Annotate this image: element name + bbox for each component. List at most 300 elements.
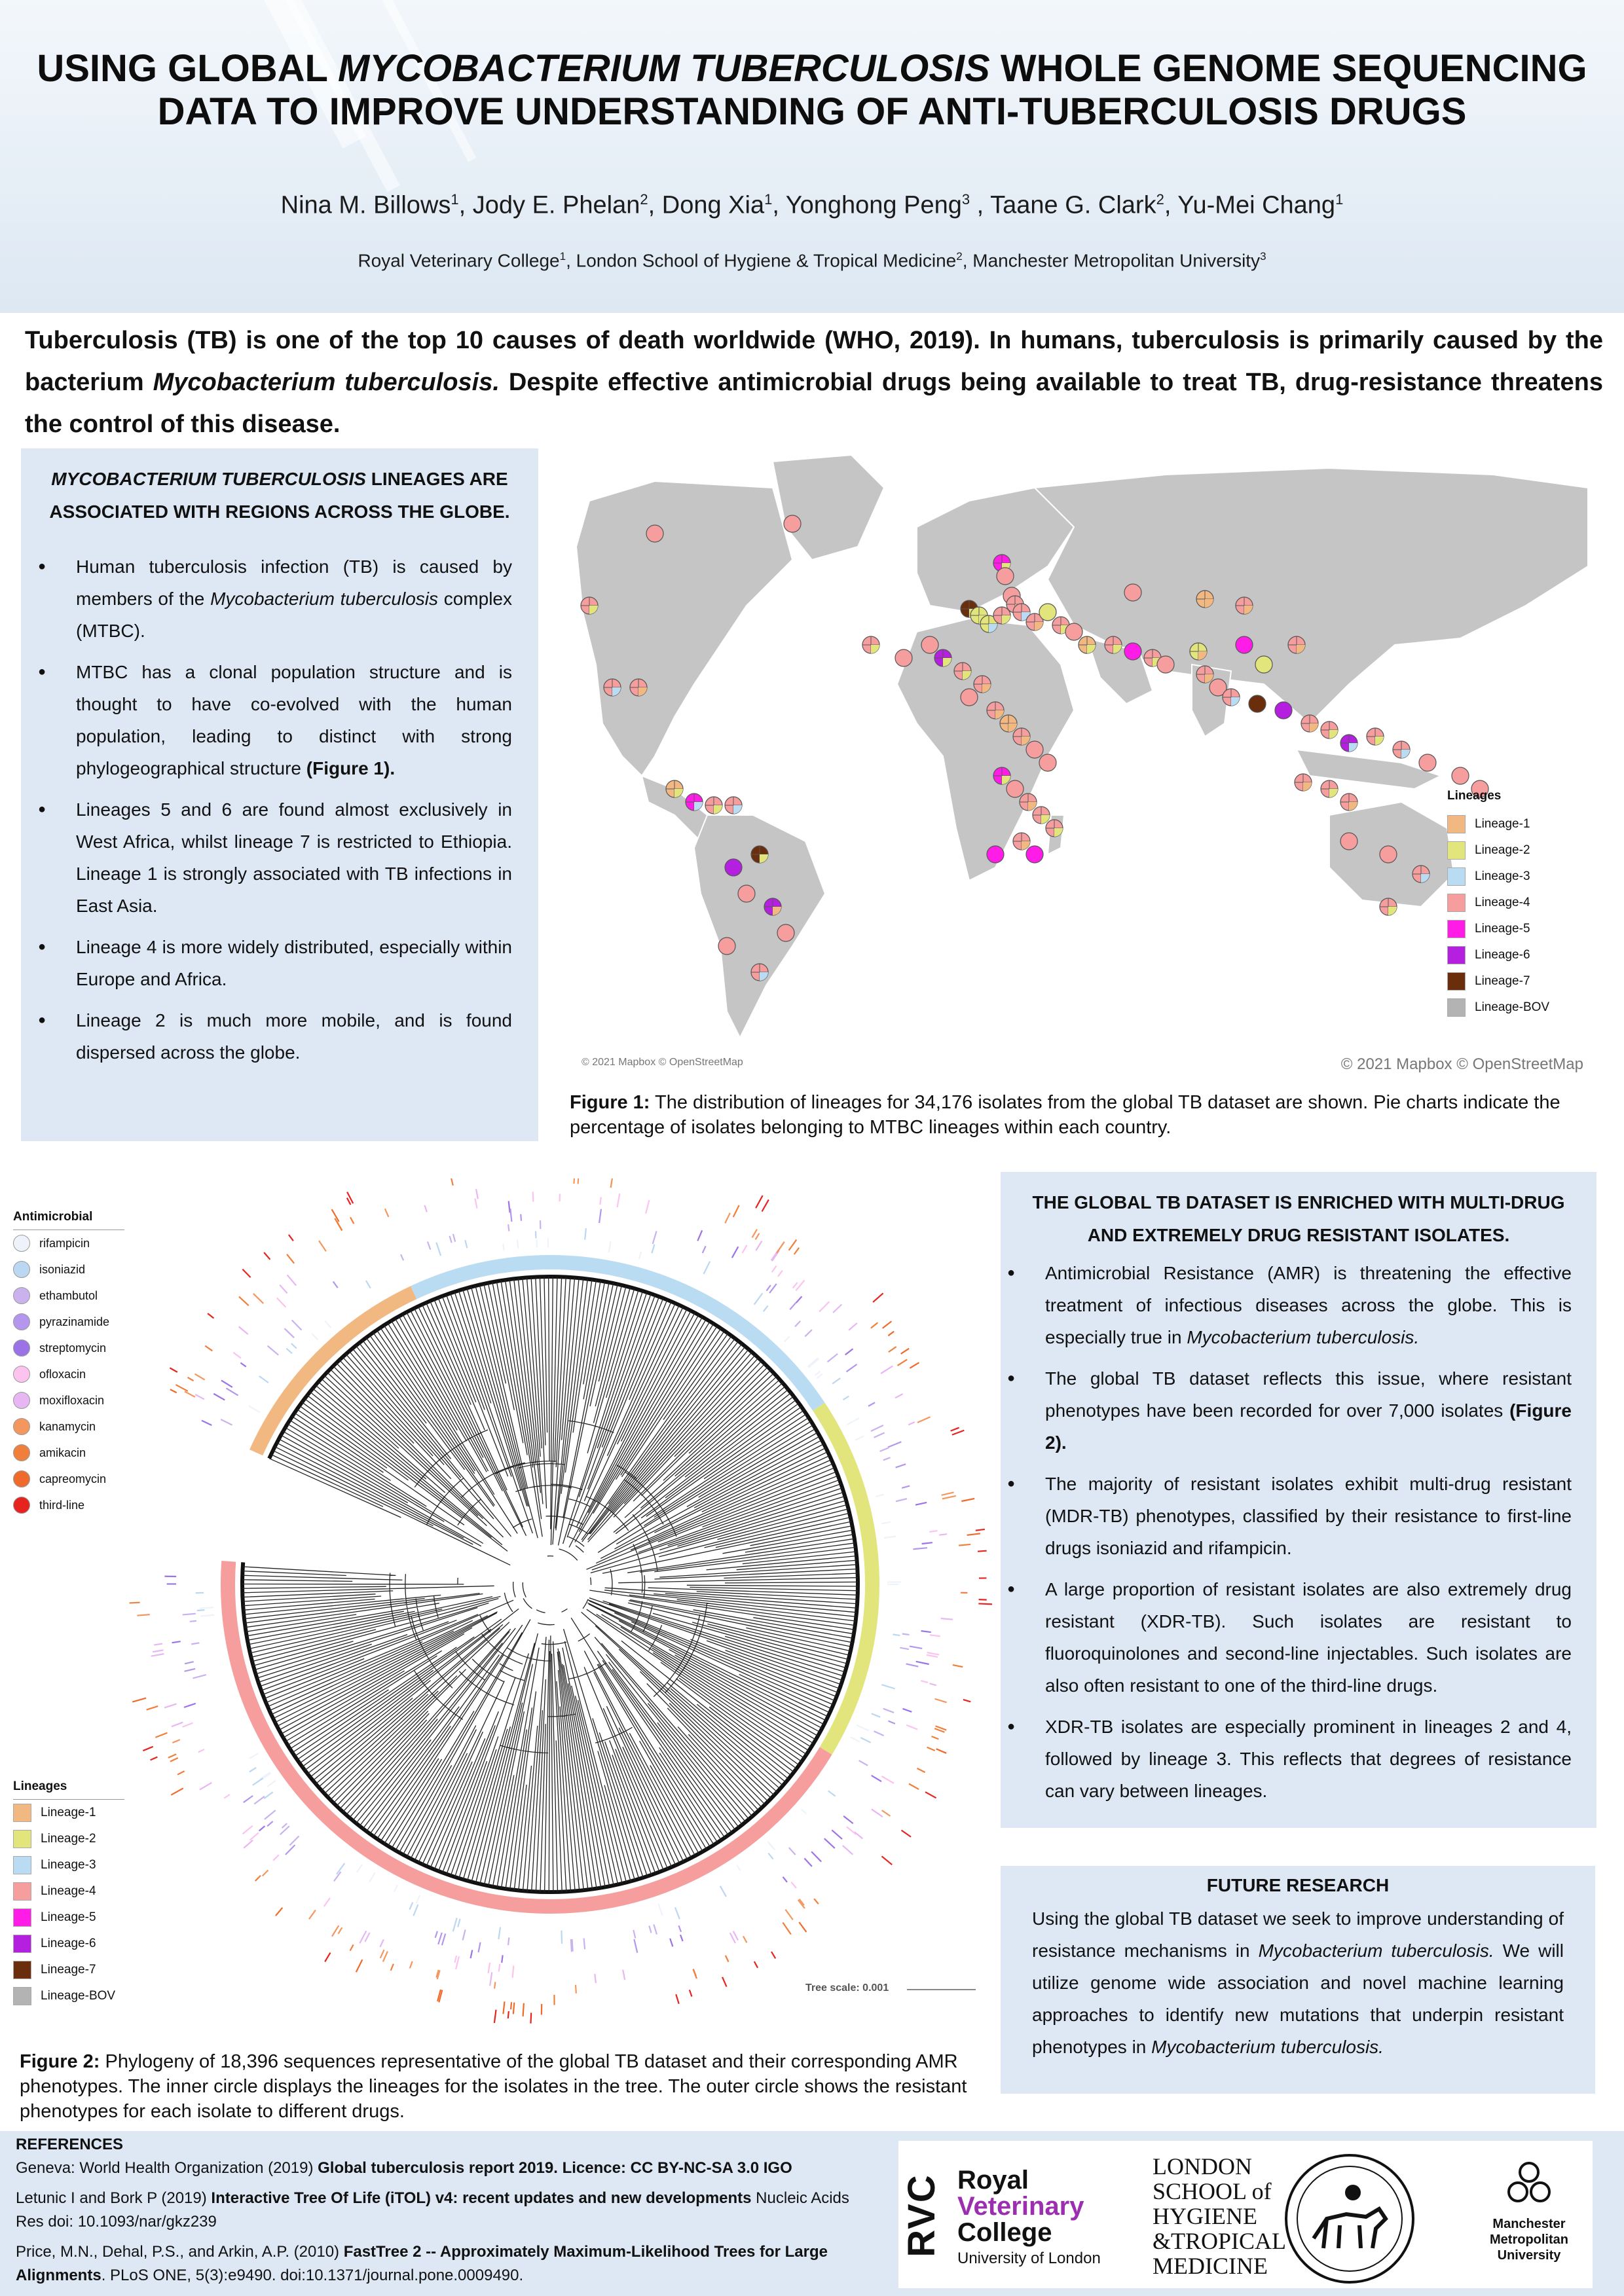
antimicrobial-legend-item (13, 1492, 124, 1518)
landmass (1297, 750, 1441, 789)
amr-phenotype-mark (847, 1364, 857, 1372)
legend-dot (13, 1470, 30, 1487)
amr-phenotype-mark (195, 1374, 205, 1380)
country-pie-marker (1393, 741, 1410, 758)
future-research-panel (1001, 1866, 1595, 2094)
country-pie-marker (1039, 604, 1056, 621)
amr-phenotype-mark (646, 1200, 649, 1214)
amr-phenotype-mark (654, 1924, 657, 1934)
amr-phenotype-mark (783, 1923, 790, 1935)
legend-dot (13, 1339, 30, 1357)
amr-phenotype-mark (910, 1647, 922, 1649)
amr-phenotype-mark (722, 1977, 726, 1987)
map-legend-rows (1447, 811, 1568, 1021)
mmu-logo-text (1480, 2216, 1578, 2263)
amr-phenotype-mark (843, 1816, 853, 1823)
amr-phenotype-mark (902, 1486, 910, 1488)
legend-swatch (1447, 815, 1466, 833)
map-credit-large: © 2021 Mapbox © OpenStreetMap (1340, 1055, 1583, 1073)
amr-phenotype-mark (939, 1534, 947, 1535)
amr-phenotype-mark (458, 1919, 460, 1927)
legend-dot (13, 1366, 30, 1383)
amr-phenotype-mark (369, 1872, 375, 1882)
amr-phenotype-mark (766, 1285, 770, 1291)
country-pie-marker (1196, 666, 1213, 683)
future-text: We will utilize genome wide association and novel machine learning approaches to identify new mutations that underpin resistant phenotypes in (1032, 1941, 1564, 2057)
amr-phenotype-mark (871, 1322, 877, 1328)
amr-section-panel (1001, 1172, 1596, 1828)
country-pie-marker (1380, 898, 1397, 915)
mmu-line: Manchester (1492, 2217, 1566, 2231)
person-name: Taane G. Clark (990, 191, 1156, 219)
lineage-legend-item (13, 1904, 124, 1931)
legend-label: ethambutol (39, 1288, 98, 1302)
amr-phenotype-mark (233, 1353, 241, 1358)
country-pie-marker (1124, 584, 1141, 601)
amr-phenotype-mark (350, 1217, 354, 1224)
amr-phenotype-mark (789, 1848, 796, 1855)
amr-phenotype-mark (242, 1826, 252, 1834)
amr-phenotype-mark (978, 1551, 987, 1552)
title-text: ASSOCIATED WITH REGIONS ACROSS THE GLOBE. (49, 501, 510, 522)
amr-phenotype-mark (888, 1442, 901, 1447)
amr-phenotype-mark (198, 1749, 204, 1752)
amr-phenotype-mark (819, 1302, 829, 1312)
amr-phenotype-mark (857, 1725, 869, 1731)
tree-lineage-legend-title: Lineages (13, 1779, 124, 1800)
amr-phenotype-mark (533, 1192, 534, 1201)
country-pie-marker (954, 663, 971, 680)
amr-phenotype-mark (263, 1870, 268, 1876)
amr-phenotype-mark (463, 1929, 466, 1940)
person-name: Yonghong Peng (785, 191, 962, 219)
country-pie-marker (1065, 623, 1082, 640)
amr-phenotype-mark (790, 1302, 796, 1309)
amr-phenotype-mark (959, 1544, 970, 1546)
affiliation-number: 1 (451, 191, 459, 208)
lineage-legend-item (13, 1931, 124, 1957)
rvc-logo-letters: RVC (900, 2174, 943, 2257)
country-pie-marker (1223, 689, 1240, 706)
legend-label: Lineage-6 (41, 1937, 96, 1950)
amr-phenotype-mark (147, 1706, 158, 1709)
amr-phenotype-mark (183, 1614, 196, 1615)
country-pie-marker (934, 649, 951, 666)
country-pie-marker (777, 924, 794, 941)
country-pie-marker (1033, 807, 1050, 824)
amr-phenotype-mark (286, 1349, 291, 1354)
amr-phenotype-mark (876, 1495, 884, 1497)
amr-phenotype-mark (513, 1965, 514, 1978)
amr-phenotype-mark (184, 1704, 196, 1707)
amr-phenotype-mark (872, 1809, 883, 1817)
amr-phenotype-mark (768, 1853, 773, 1859)
amr-phenotype-mark (508, 1224, 509, 1231)
amr-phenotype-mark (756, 1195, 762, 1208)
amr-phenotype-mark (523, 2003, 524, 2016)
amr-phenotype-mark (416, 1895, 420, 1903)
landmass (917, 488, 1074, 612)
ref-title: FastTree 2 -- Approximately Maximum-Likelihood Trees for Large Alignments (16, 2243, 828, 2284)
amr-phenotype-mark (292, 1320, 302, 1330)
amr-bullet (1007, 1257, 1572, 1353)
amr-phenotype-mark (193, 1675, 206, 1678)
country-pie-marker (764, 898, 781, 915)
amr-phenotype-mark (720, 1886, 726, 1897)
amr-phenotype-mark (195, 1394, 204, 1399)
amr-phenotype-mark (874, 1731, 884, 1736)
country-pie-marker (1079, 636, 1096, 653)
separator: , (458, 191, 473, 219)
amr-phenotype-mark (704, 1262, 710, 1274)
country-pie-marker (1006, 780, 1024, 797)
person-name: Jody E. Phelan (472, 191, 640, 219)
amr-phenotype-mark (951, 1428, 959, 1431)
amr-phenotype-mark (383, 1952, 388, 1962)
title-line-2: DATA TO IMPROVE UNDERSTANDING OF ANTI-TUBERCULOSIS DRUGS (157, 90, 1467, 133)
amr-phenotype-mark (280, 1826, 289, 1834)
tree-branches (242, 1277, 858, 1892)
country-pie-marker (895, 649, 912, 666)
country-pie-marker (1013, 833, 1030, 850)
amr-phenotype-mark (498, 1927, 500, 1940)
amr-phenotype-mark (804, 1859, 811, 1867)
lineage-legend-item (1447, 864, 1568, 890)
amr-phenotype-mark (908, 1422, 914, 1425)
amr-phenotype-mark (807, 1358, 818, 1366)
amr-phenotype-mark (224, 1795, 230, 1798)
amr-phenotype-mark (902, 1633, 910, 1635)
amr-phenotype-mark (901, 1349, 910, 1354)
lineage-legend-item (13, 1983, 124, 2009)
affiliation-number: 1 (764, 191, 773, 208)
poster-title (26, 47, 1598, 134)
bullet-text: Lineage 4 is more widely distributed, especially within Europe and Africa. (76, 937, 512, 989)
amr-phenotype-mark (356, 1959, 363, 1972)
reference-item (16, 2157, 880, 2180)
country-pie-marker (1301, 715, 1318, 732)
amr-phenotype-mark (143, 1747, 153, 1751)
person-name: Royal Veterinary College (358, 250, 560, 271)
amr-phenotype-mark (508, 2011, 509, 2018)
legend-label: Lineage-2 (41, 1832, 96, 1846)
amr-phenotype-mark (855, 1436, 864, 1440)
amr-phenotype-mark (289, 1836, 299, 1845)
lineage-bullet-list (38, 551, 512, 1068)
separator: , (1164, 191, 1178, 219)
bullet-text: XDR-TB isolates are especially prominent in lineages 2 and 4, followed by lineage 3. This reflects that degrees of resistance can vary between lineages. (1045, 1717, 1572, 1801)
amr-phenotype-mark (380, 1939, 383, 1947)
amr-phenotype-mark (453, 1234, 455, 1242)
country-pie-marker (1419, 754, 1436, 771)
amr-phenotype-mark (882, 1522, 891, 1523)
legend-swatch (13, 1856, 31, 1874)
amr-phenotype-mark (172, 1722, 183, 1727)
person-name: London School of Hygiene & Tropical Medicine (576, 250, 957, 271)
legend-swatch (1447, 946, 1466, 964)
amr-phenotype-mark (883, 1321, 892, 1328)
amr-phenotype-mark (200, 1607, 213, 1608)
amr-phenotype-mark (221, 1380, 232, 1387)
lineage-legend-item (1447, 916, 1568, 942)
rvc-line: University of London (957, 2250, 1101, 2267)
amr-phenotype-mark (309, 1910, 316, 1920)
phylogeny-figure (0, 1178, 995, 2046)
amr-phenotype-mark (922, 1542, 932, 1544)
amr-phenotype-mark (172, 1740, 179, 1743)
legend-label: Lineage-4 (41, 1884, 96, 1898)
amr-phenotype-mark (517, 1239, 518, 1248)
amr-phenotype-mark (264, 1252, 270, 1260)
lineage-bullet (38, 656, 512, 784)
amr-phenotype-mark (357, 1865, 362, 1872)
amr-phenotype-mark (561, 1931, 562, 1944)
title-italic: MYCOBACTERIUM TUBERCULOSIS (338, 47, 990, 90)
country-pie-marker (1000, 715, 1017, 732)
legend-label: ofloxacin (39, 1367, 86, 1381)
future-research-text (1032, 1903, 1564, 2063)
separator: , (970, 191, 991, 219)
amr-phenotype-mark (768, 1842, 774, 1848)
landmass (897, 619, 1074, 881)
country-pie-marker (751, 964, 768, 981)
mmu-logo (1480, 2154, 1578, 2263)
country-pie-marker (1124, 643, 1141, 660)
person-name: Nina M. Billows (280, 191, 451, 219)
amr-phenotype-mark (941, 1618, 953, 1620)
country-pie-marker (862, 636, 879, 653)
amr-phenotype-mark (267, 1821, 273, 1826)
figure1-label: Figure 1: (570, 1092, 650, 1113)
amr-phenotype-mark (253, 1294, 263, 1303)
intro-text: Despite effective antimicrobial drugs being available to treat TB, drug-resistance threatens the control of this disease. (25, 369, 1603, 438)
amr-phenotype-mark (513, 2003, 515, 2014)
affiliation-number: 2 (640, 191, 648, 208)
amr-phenotype-mark (347, 1192, 353, 1204)
amr-phenotype-mark (900, 1648, 909, 1649)
amr-phenotype-mark (325, 1321, 331, 1328)
amr-phenotype-mark (772, 1250, 779, 1261)
amr-phenotype-mark (337, 1221, 342, 1230)
legend-label: pyrazinamide (39, 1315, 110, 1328)
amr-phenotype-mark (280, 1285, 287, 1294)
amr-phenotype-mark (385, 1209, 389, 1217)
amr-phenotype-mark (860, 1738, 870, 1743)
amr-phenotype-mark (618, 1194, 620, 1207)
amr-phenotype-mark (268, 1346, 279, 1355)
amr-phenotype-mark (401, 1254, 403, 1260)
affiliation-number: 1 (1335, 191, 1344, 208)
amr-phenotype-mark (930, 1683, 936, 1685)
bullet-text: The majority of resistant isolates exhibit multi-drug resistant (MDR-TB) phenotypes, classified by their resistance to first-line drugs isoniazid and rifampicin. (1045, 1474, 1572, 1558)
legend-swatch (1447, 920, 1466, 938)
amr-phenotype-mark (365, 1933, 369, 1942)
world-map (576, 448, 1588, 1074)
amr-phenotype-mark (240, 1363, 246, 1367)
amr-phenotype-mark (611, 1178, 613, 1188)
amr-phenotype-mark (260, 1772, 270, 1779)
lshtm-emblem-art (1287, 2157, 1412, 2281)
amr-phenotype-mark (249, 1753, 258, 1758)
figure2-label: Figure 2: (20, 2051, 100, 2072)
antimicrobial-legend-item (13, 1256, 124, 1283)
amr-phenotype-mark (137, 1614, 149, 1615)
country-pie-marker (705, 797, 722, 814)
country-pie-marker (1412, 866, 1430, 883)
legend-dot (13, 1235, 30, 1252)
amr-phenotype-mark (880, 1448, 889, 1451)
country-pie-marker (1340, 793, 1357, 811)
lineage-legend-item (13, 1800, 124, 1826)
references-title: REFERENCES (16, 2136, 124, 2153)
amr-phenotype-mark (868, 1402, 875, 1406)
amr-phenotype-mark (450, 1178, 453, 1186)
amr-phenotype-mark (882, 1810, 891, 1816)
country-pie-marker (581, 597, 598, 614)
antimicrobial-legend-item (13, 1440, 124, 1466)
amr-section-title (1001, 1186, 1596, 1252)
legend-swatch (1447, 841, 1466, 860)
amr-phenotype-mark (239, 1297, 249, 1306)
reference-list (16, 2157, 880, 2287)
bullet-italic: Mycobacterium tuberculosis (210, 589, 439, 609)
amr-phenotype-mark (200, 1615, 214, 1616)
amr-phenotype-mark (253, 1778, 263, 1785)
amr-phenotype-mark (778, 1271, 783, 1277)
legend-label: streptomycin (39, 1341, 107, 1355)
amr-phenotype-mark (795, 1321, 800, 1327)
title-text: AND EXTREMELY DRUG RESISTANT ISOLATES. (1087, 1225, 1510, 1245)
amr-phenotype-mark (817, 1374, 822, 1379)
ref-text: Nucleic Acids Res doi: 10.1093/nar/gkz239 (16, 2189, 849, 2231)
legend-dot (13, 1418, 30, 1435)
country-pie-marker (1340, 833, 1357, 850)
amr-phenotype-mark (893, 1634, 900, 1635)
amr-phenotype-mark (697, 1230, 702, 1241)
landmass (773, 455, 884, 560)
legend-dot (13, 1261, 30, 1278)
lshtm-line: &TROPICAL (1153, 2228, 1287, 2254)
amr-phenotype-mark (509, 1201, 510, 1212)
amr-bullet (1007, 1573, 1572, 1702)
amr-phenotype-mark (244, 1796, 253, 1802)
legend-swatch (13, 1830, 31, 1848)
amr-phenotype-mark (754, 1293, 763, 1304)
logo-strip (898, 2141, 1593, 2288)
country-pie-marker (1157, 656, 1174, 673)
bullet-text: Antimicrobial Resistance (AMR) is threatening the effective treatment of infectious diseases across the globe. This is especially true in (1045, 1263, 1572, 1347)
legend-label: Lineage-5 (1475, 922, 1530, 936)
country-pie-marker (1295, 774, 1312, 791)
lineage-legend-item (1447, 968, 1568, 994)
lineage-bullet (38, 1004, 512, 1068)
country-pie-marker (725, 797, 742, 814)
amr-phenotype-mark (325, 1953, 330, 1962)
amr-phenotype-mark (153, 1650, 163, 1652)
tree-scale-label: Tree scale: 0.001 (805, 1982, 889, 1994)
lshtm-line: SCHOOL of (1153, 2178, 1272, 2204)
country-pie-marker (784, 515, 801, 532)
tree-lineage-legend (13, 1779, 124, 2009)
legend-label: Lineage-6 (1475, 948, 1530, 962)
antimicrobial-legend (13, 1210, 124, 1518)
amr-phenotype-mark (185, 1669, 196, 1671)
lineage-bullet (38, 793, 512, 922)
amr-phenotype-mark (151, 1757, 158, 1760)
amr-phenotype-mark (510, 1209, 511, 1222)
amr-phenotype-mark (884, 1537, 896, 1538)
amr-phenotype-mark (828, 1354, 838, 1362)
tree-scale-bar (907, 1989, 976, 1990)
amr-phenotype-mark (898, 1360, 908, 1366)
amr-phenotype-mark (963, 1700, 970, 1702)
title-text: LINEAGES ARE (365, 469, 508, 489)
tree-lineage-legend-rows (13, 1800, 124, 2009)
amr-phenotype-mark (249, 1406, 260, 1412)
amr-phenotype-mark (752, 1230, 757, 1238)
amr-phenotype-mark (737, 1865, 741, 1870)
legend-swatch (13, 1882, 31, 1901)
amr-phenotype-mark (154, 1644, 162, 1645)
amr-phenotype-mark (874, 1432, 885, 1437)
antimicrobial-legend-item (13, 1335, 124, 1361)
amr-phenotype-mark (380, 1950, 384, 1958)
antimicrobial-legend-item (13, 1413, 124, 1440)
legend-swatch (13, 1987, 31, 2005)
lineage-legend-item (13, 1878, 124, 1904)
amr-phenotype-mark (678, 1925, 681, 1932)
country-pie-marker (1255, 656, 1272, 673)
amr-phenotype-mark (855, 1832, 863, 1838)
country-pie-marker (987, 846, 1004, 863)
amr-phenotype-mark (796, 1280, 804, 1290)
bullet-text: Lineages 5 and 6 are found almost exclusively in West Africa, whilst lineage 7 is restricted to Ethiopia. Lineage 1 is strongly associated with TB infections in East Asia. (76, 799, 512, 916)
amr-phenotype-mark (921, 1631, 931, 1632)
amr-phenotype-mark (239, 1326, 248, 1334)
bullet-text: A large proportion of resistant isolates are also extremely drug resistant (XDR-TB). Such isolates are resistant to fluoroquinolones and second-line injectables. Such isolates are also often resistant to one of the third-line drugs. (1045, 1579, 1572, 1696)
amr-phenotype-mark (743, 1936, 747, 1942)
amr-phenotype-mark (849, 1323, 857, 1330)
amr-phenotype-mark (490, 1972, 492, 1986)
map-legend (1447, 789, 1568, 1021)
country-pie-marker (1039, 754, 1056, 771)
amr-phenotype-mark (658, 1904, 662, 1916)
lshtm-logo-text (1153, 2154, 1286, 2278)
amr-phenotype-mark (872, 1776, 881, 1781)
amr-phenotype-mark (168, 1754, 176, 1758)
amr-phenotype-mark (282, 1823, 287, 1828)
country-pie-marker (725, 859, 742, 876)
amr-phenotype-mark (915, 1503, 927, 1505)
amr-phenotype-mark (843, 1846, 853, 1855)
amr-phenotype-mark (250, 1832, 259, 1840)
amr-phenotype-mark (249, 1768, 256, 1772)
amr-phenotype-mark (291, 1343, 297, 1348)
amr-phenotype-mark (847, 1418, 860, 1425)
antimicrobial-legend-item (13, 1230, 124, 1256)
amr-phenotype-mark (639, 1252, 641, 1260)
mmu-line: Metropolitan (1490, 2232, 1568, 2247)
amr-phenotype-mark (916, 1662, 929, 1664)
legend-label: Lineage-3 (1475, 869, 1530, 883)
amr-phenotype-mark (785, 1910, 792, 1920)
separator: , (772, 191, 786, 219)
amr-phenotype-mark (530, 2013, 531, 2023)
legend-swatch (13, 1804, 31, 1822)
rvc-logo-mark (902, 2150, 942, 2281)
amr-phenotype-mark (794, 1248, 799, 1254)
amr-phenotype-mark (733, 1931, 738, 1941)
